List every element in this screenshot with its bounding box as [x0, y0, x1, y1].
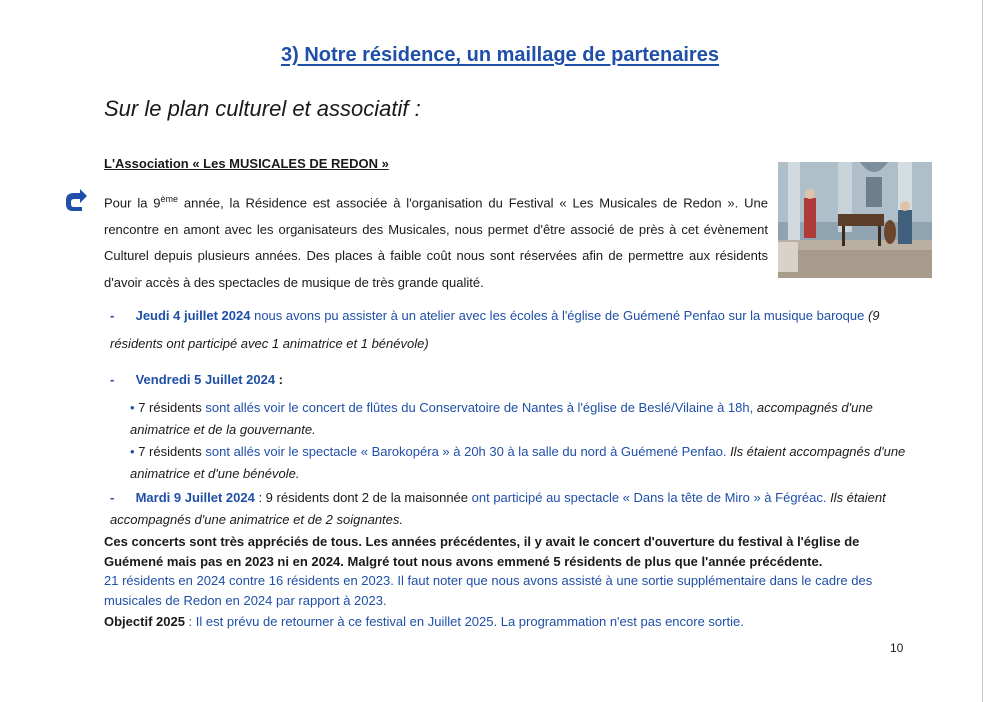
- bullet-dot: •: [130, 400, 135, 415]
- list-dash: -: [110, 308, 115, 323]
- association-heading: L'Association « Les MUSICALES DE REDON »: [104, 156, 389, 171]
- bullet-dot: •: [130, 444, 135, 459]
- event-date: Mardi 9 Juillet 2024: [135, 490, 255, 505]
- page-number: 10: [890, 641, 904, 655]
- event-date: Jeudi 4 juillet 2024: [135, 308, 251, 323]
- objective-label: Objectif 2025: [104, 614, 185, 629]
- list-item: • 7 résidents sont allés voir le concert de flûtes du Conservatoire de Nantes à l'église de Beslé/Vilaine à 18h, accompagnés d'une animatrice et de la gouvernante.: [130, 400, 873, 437]
- summary-blue-text: 21 résidents en 2024 contre 16 résidents en 2023. Il faut noter que nous avons assisté à une sortie supplémentaire dans le cadre des musicales de Redon en 2024 par rapport à 2023.: [104, 573, 873, 608]
- page-edge-line: [982, 0, 983, 702]
- objective-line: Objectif 2025 : Il est prévu de retourner à ce festival en Juillet 2025. La programmation n'est pas encore sortie.: [104, 614, 744, 629]
- list-dash: -: [110, 372, 115, 387]
- event-date: Vendredi 5 Juillet 2024: [135, 372, 276, 387]
- event-mardi: - Mardi 9 Juillet 2024 : 9 résidents dont 2 de la maisonnée ont participé au spectacle « Dans la tête de Miro » à Fégréac. Ils étaient accompagnés d'une animatrice et de 2 soignantes.: [110, 490, 886, 527]
- summary-block: [104, 532, 910, 610]
- concert-photo: [778, 162, 932, 278]
- summary-bold-text: Ces concerts sont très appréciés de tous. Les années précédentes, il y avait le concert d'ouverture du festival à l'église de Guémené mais pas en 2023 ni en 2024. Malgré tout nous avons emmené 5 résidents de plus que l'année précédente.: [104, 534, 860, 569]
- list-dash: -: [110, 490, 115, 505]
- page-title: 3) Notre résidence, un maillage de partenaires: [281, 44, 719, 66]
- event-jeudi: - Jeudi 4 juillet 2024 nous avons pu assister à un atelier avec les écoles à l'église de Guémené Penfao sur la musique baroque (9 résidents ont participé avec 1 animatrice et 1 bénévole): [110, 308, 880, 351]
- event-vendredi: - Vendredi 5 Juillet 2024 :: [110, 372, 284, 387]
- curved-arrow-icon: [60, 188, 88, 212]
- list-item: • 7 résidents sont allés voir le spectacle « Barokopéra » à 20h 30 à la salle du nord à Guémené Penfao. Ils étaient accompagnés d'une animatrice et d'une bénévole.: [130, 444, 906, 481]
- intro-paragraph: Pour la 9ème année, la Résidence est associée à l'organisation du Festival « Les Musicales de Redon ». Une rencontre en amont avec les organisateurs des Musicales, nous permet d'être associé de près à cet évènement Culturel depuis plusieurs années. Des places à faible coût nous sont réservées afin de permettre aux résidents d'avoir accès à des spectacles de musique de très grande qualité.: [104, 194, 768, 290]
- section-subtitle: Sur le plan culturel et associatif :: [104, 96, 421, 121]
